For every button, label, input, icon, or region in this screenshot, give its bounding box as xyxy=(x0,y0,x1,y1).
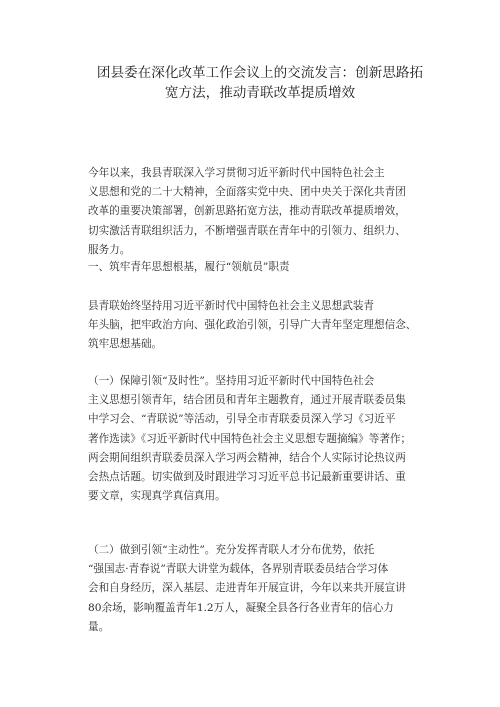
paragraph-line: 今年以来，我县青联深入学习贯彻习近平新时代中国特色社会主 xyxy=(88,167,385,179)
paragraph-line: 改革的重要决策部署，创新思路拓宽方法，推动青联改革提质增效， xyxy=(88,205,406,218)
paragraph-line: 要文章，实现真学真信真用。 xyxy=(88,490,226,503)
paragraph-line: 量。 xyxy=(88,620,110,633)
heading-line: 一、筑牢青年思想根基，履行“领航员”职责 xyxy=(88,261,290,273)
paragraph-line: 中学习会、“青联说”等活动，引导全市青联委员深入学习《习近平 xyxy=(88,413,396,426)
subsection-2-paragraph xyxy=(88,541,433,637)
paragraph-line: “强国志·青春说”青联大讲堂为载体，各界别青联委员结合学习体 xyxy=(88,563,389,576)
subsection-1-paragraph xyxy=(88,372,433,506)
paragraph-line: 会热点话题。切实做到及时跟进学习习近平总书记最新重要讲话、重 xyxy=(88,471,406,484)
intro-paragraph xyxy=(88,164,433,260)
paragraph-line: 服务力。 xyxy=(88,243,131,256)
document-title xyxy=(90,63,430,103)
paragraph-line: 切实激活青联组织活力，不断增强青联在青年中的引领力、组织力、 xyxy=(88,224,406,237)
paragraph-line: 年头脑，把牢政治方向、强化政治引领，引导广大青年坚定理想信念、 xyxy=(88,319,417,332)
title-line-1: 团县委在深化改革工作会议上的交流发言：创新思路拓 xyxy=(96,65,424,81)
paragraph-line: 义思想和党的二十大精神，全面落实党中央、团中央关于深化共青团 xyxy=(88,186,406,199)
paragraph-line: （二）做到引领“主动性”。充分发挥青联人才分布优势，依托 xyxy=(88,544,375,556)
paragraph-line: 著作选读》《习近平新时代中国特色社会主义思想专题摘编》等著作； xyxy=(88,432,412,445)
title-line-2: 宽方法，推动青联改革提质增效 xyxy=(164,85,356,101)
paragraph-line: 会和自身经历，深入基层、走进青年开展宣讲，今年以来共开展宣讲 xyxy=(88,582,406,595)
paragraph-line: 80余场，影响覆盖青年1.2万人，凝聚全县各行各业青年的信心力 xyxy=(88,601,394,614)
section-1-intro-paragraph xyxy=(88,297,433,355)
paragraph-line: 主义思想引领青年，结合团员和青年主题教育，通过开展青联委员集 xyxy=(88,394,406,407)
paragraph-line: 县青联始终坚持用习近平新时代中国特色社会主义思想武装青 xyxy=(88,300,375,312)
section-heading-1 xyxy=(88,258,433,277)
paragraph-line: （一）保障引领“及时性”。坚持用习近平新时代中国特色社会 xyxy=(88,375,375,387)
paragraph-line: 两会期间组织青联委员深入学习两会精神，结合个人实际讨论热议两 xyxy=(88,451,406,464)
paragraph-line: 筑牢思想基础。 xyxy=(88,338,163,351)
